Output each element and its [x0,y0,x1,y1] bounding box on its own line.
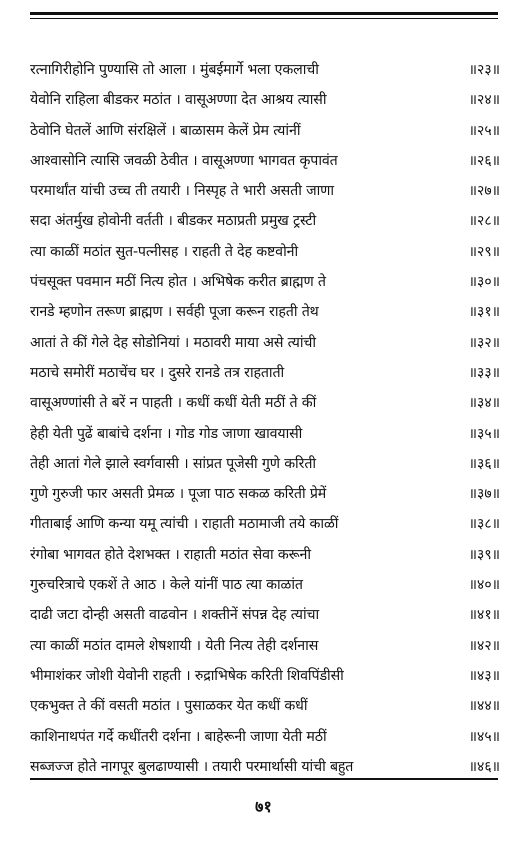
verse-line [30,540,500,570]
verse-number: ॥२३॥ [468,62,500,78]
verse-number: ॥३३॥ [468,364,500,381]
verse-line [30,206,500,236]
verse-number: ॥४२॥ [468,637,500,654]
verse-number: ॥४१॥ [468,607,500,624]
verse-text: रानडे म्हणोन तरूण ब्राह्मण । सर्वही पूजा करून राहती तेथ [30,304,319,321]
verse-text: भीमाशंकर जोशी येवोनी राहती । रुद्राभिषेक करिती शिवपिंडीसी [30,667,344,684]
header-rule-thin [30,18,498,19]
verse-number: ॥३०॥ [468,274,500,291]
verse-line [30,85,500,115]
verse-number: ॥४५॥ [468,728,500,745]
verse-line [30,328,500,358]
verse-line [30,297,500,327]
verse-line [30,55,500,85]
verse-text: रत्नागिरीहोनि पुण्यासि तो आला । मुंबईमार्गे भला एकलाची [30,62,319,78]
verse-line [30,661,500,691]
verse-text: काशिनाथपंत गर्दे कधींतरी दर्शना । बाहेरूनी जाणा येती मठीं [30,728,327,745]
verse-number: ॥३५॥ [468,425,500,442]
verse-text: सब्जज्ज होते नागपूर बुलढाण्यासी । तयारी परमार्थासी यांची बहुत [30,758,354,775]
verse-line [30,600,500,630]
verse-number: ॥२७॥ [468,183,500,200]
header-rule-thick [30,12,498,15]
verse-number: ॥३४॥ [468,395,500,412]
verse-line [30,691,500,721]
verse-line [30,419,500,449]
verse-number: ॥४६॥ [468,758,500,775]
verse-text: त्या काळीं मठांत दामले शेषशायी । येती नित्य तेही दर्शनास [30,637,319,654]
verse-line [30,722,500,752]
verse-number: ॥४४॥ [468,698,500,715]
verse-text: रंगोबा भागवत होते देशभक्त । राहाती मठांत सेवा करूनी [30,546,311,563]
verse-text: ठेवोनि घेतलें आणि संरक्षिलें । बाळासम केलें प्रेम त्यांनीं [30,122,301,139]
verse-number: ॥२४॥ [468,92,500,109]
verse-number: ॥२८॥ [468,213,500,230]
verse-line [30,509,500,539]
verse-number: ॥३७॥ [468,486,500,503]
verse-text: दाढी जटा दोन्ही असती वाढवोन । शक्तीनें संपन्न देह त्यांचा [30,607,320,624]
verse-line [30,631,500,661]
verse-text: आतां ते कीं गेले देह सोडोनियां । मठावरी माया असे त्यांची [30,334,316,351]
verse-number: ॥३८॥ [468,516,500,533]
verse-number: ॥४३॥ [468,667,500,684]
verse-text: गीताबाई आणि कन्या यमू त्यांची । राहाती मठामाजी तये काळीं [30,516,339,533]
verse-text: वासूअण्णांसी ते बरें न पाहती । कधीं कधीं येती मठीं ते कीं [30,395,317,412]
verse-line [30,358,500,388]
verse-text: हेही येती पुढें बाबांचे दर्शना । गोड गोड जाणा खावयासी [30,425,303,442]
verse-number: ॥४०॥ [468,577,500,594]
verse-text: परमार्थांत यांची उच्च ती तयारी । निस्पृह ते भारी असती जाणा [30,183,334,200]
verse-line [30,570,500,600]
verse-text: पंचसूक्त पवमान मठीं नित्य होत । अभिषेक करीत ब्राह्मण ते [30,274,326,291]
verse-number: ॥२६॥ [468,152,500,169]
verse-line [30,146,500,176]
footer-rule [30,778,498,780]
verse-line [30,449,500,479]
verse-text: येवोनि राहिला बीडकर मठांत । वासूअण्णा देत आश्रय त्यासी [30,92,327,109]
verse-number: ॥३२॥ [468,334,500,351]
verse-text: गुणे गुरुजी फार असती प्रेमळ । पूजा पाठ सकळ करिती प्रेमें [30,486,327,503]
verse-text: गुरुचरित्राचे एकशें ते आठ । केले यांनीं पाठ त्या काळांत [30,577,303,594]
verse-number: ॥३९॥ [468,546,500,563]
verse-text: आश्वासोनि त्यासि जवळी ठेवीत । वासूअण्णा भागवत कृपावंत [30,152,338,169]
verse-line [30,267,500,297]
verse-line [30,116,500,146]
verse-text: त्या काळीं मठांत सुत-पत्नीसह । राहती ते देह कष्टवोनी [30,243,298,260]
verse-line [30,176,500,206]
page-number: ७१ [255,797,272,816]
verse-number: ॥३६॥ [468,455,500,472]
verse-text: सदा अंतर्मुख होवोनी वर्तती । बीडकर मठाप्रती प्रमुख ट्रस्टी [30,213,317,230]
verse-list [30,55,500,782]
verse-line [30,237,500,267]
verse-number: ॥२५॥ [468,122,500,139]
verse-line [30,388,500,418]
verse-number: ॥३१॥ [468,304,500,321]
verse-text: मठाचे समोरीं मठाचेंच घर । दुसरे रानडे तत्र राहताती [30,364,285,381]
verse-line [30,479,500,509]
verse-number: ॥२९॥ [468,243,500,260]
verse-text: तेही आतां गेले झाले स्वर्गवासी । सांप्रत पूजेसी गुणे करिती [30,455,316,472]
verse-text: एकभुक्त ते कीं वसती मठांत । पुसाळकर येत कधीं कधीं [30,698,308,715]
